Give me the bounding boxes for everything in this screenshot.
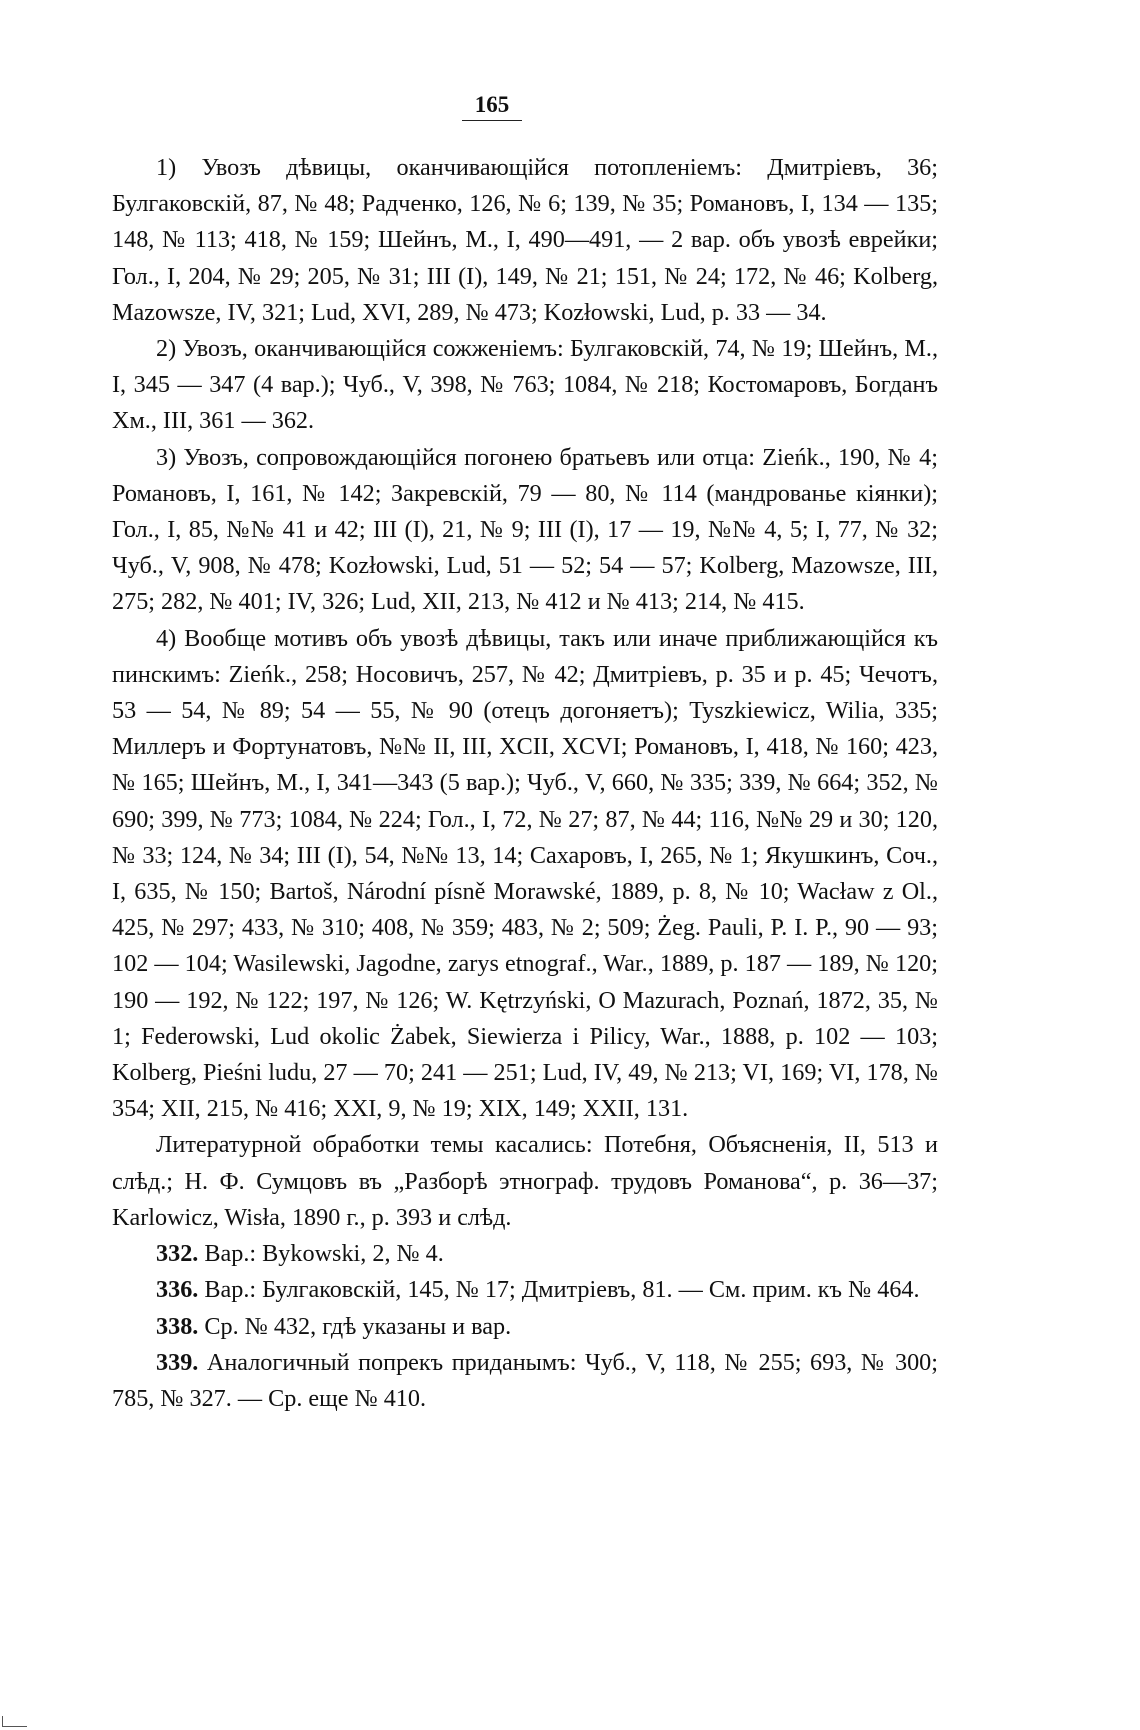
note-332 <box>112 1236 938 1272</box>
paragraph-abduction-motif: 4) Вообще мотивъ объ увозѣ дѣвицы, такъ или иначе приближающійся къ пинскимъ: Zieńk., 258; Носовичъ, 257, № 42; Дмитріевъ, р. 35 и р. 45; Чечотъ, 53 — 54, № 89; 54 — 55, № 90 (отецъ догоняетъ); Tyszkiewicz, Wilia, 335; Миллеръ и Фортунатовъ, №№ II, III, XCII, XCVI; Романовъ, I, 418, № 160; 423, № 165; Шейнъ, М., I, 341—343 (5 вар.); Чуб., V, 660, № 335; 339, № 664; 352, № 690; 399, № 773; 1084, № 224; Гол., I, 72, № 27; 87, № 44; 116, №№ 29 и 30; 120, № 33; 124, № 34; III (I), 54, №№ 13, 14; Сахаровъ, I, 265, № 1; Якушкинъ, Соч., I, 635, № 150; Bartoš, Národní písně Morawské, 1889, p. 8, № 10; Wacław z Ol., 425, № 297; 433, № 310; 408, № 359; 483, № 2; 509; Żeg. Pauli, P. I. P., 90 — 93; 102 — 104; Wasilewski, Jagodne, zarys etnograf., War., 1889, p. 187 — 189, № 120; 190 — 192, № 122; 197, № 126; W. Kętrzyński, O Mazurach, Poznań, 1872, 35, № 1; Federowski, Lud okolic Żabek, Siewierza i Pilicy, War., 1888, p. 102 — 103; Kolberg, Pieśni ludu, 27 — 70; 241 — 251; Lud, IV, 49, № 213; VI, 169; VI, 178, № 354; XII, 215, № 416; XXI, 9, № 19; XIX, 149; XXII, 131. <box>112 624 938 1123</box>
note-number: 332. <box>156 1240 199 1268</box>
note-text: Аналогичный попрекъ приданымъ: Чуб., V, 118, № 255; 693, № 300; 785, № 327. — Ср. еще № 410. <box>112 1348 938 1412</box>
note-number: 339. <box>156 1348 199 1376</box>
note-text: Вар.: Булгаковскій, 145, № 17; Дмитріевъ, 81. — См. прим. къ № 464. <box>198 1276 920 1304</box>
scan-corner-mark <box>2 1716 27 1727</box>
note-339 <box>112 1345 938 1417</box>
paragraph-abduction-burning: 2) Увозъ, оканчивающійся сожженіемъ: Булгаковскій, 74, № 19; Шейнъ, М., I, 345 — 347 (4 вар.); Чуб., V, 398, № 763; 1084, № 218; Костомаровъ, Богданъ Хм., III, 361 — 362. <box>112 335 938 435</box>
note-number: 336. <box>156 1276 199 1304</box>
note-number: 338. <box>156 1312 199 1340</box>
note-336 <box>112 1272 938 1308</box>
page-number: 165 <box>462 92 522 121</box>
note-338 <box>112 1309 938 1345</box>
paragraph-literary-treatment: Литературной обработки темы касались: Потебня, Объясненія, II, 513 и слѣд.; Н. Ф. Сумцовъ въ „Разборѣ этнограф. трудовъ Романова“, р. 36—37; Karlowicz, Wisła, 1890 г., р. 393 и слѣд. <box>112 1131 938 1231</box>
paragraph-abduction-pursuit: 3) Увозъ, сопровождающійся погонею братьевъ или отца: Zieńk., 190, № 4; Романовъ, I, 161, № 142; Закревскій, 79 — 80, № 114 (мандрованье кіянки); Гол., I, 85, №№ 41 и 42; III (I), 21, № 9; III (I), 17 — 19, №№ 4, 5; I, 77, № 32; Чуб., V, 908, № 478; Kozłowski, Lud, 51 — 52; 54 — 57; Kolberg, Mazowsze, III, 275; 282, № 401; IV, 326; Lud, XII, 213, № 412 и № 413; 214, № 415. <box>112 443 938 616</box>
paragraph-abduction-drowning: 1) Увозъ дѣвицы, оканчивающійся потопленіемъ: Дмитріевъ, 36; Булгаковскій, 87, № 48; Радченко, 126, № 6; 139, № 35; Романовъ, I, 134 — 135; 148, № 113; 418, № 159; Шейнъ, М., I, 490—491, — 2 вар. объ увозѣ еврейки; Гол., I, 204, № 29; 205, № 31; III (I), 149, № 21; 151, № 24; 172, № 46; Kolberg, Mazowsze, IV, 321; Lud, XVI, 289, № 473; Kozłowski, Lud, p. 33 — 34. <box>112 154 938 326</box>
note-text: Ср. № 432, гдѣ указаны и вар. <box>198 1312 512 1340</box>
note-text: Вар.: Bykowski, 2, № 4. <box>198 1240 444 1268</box>
text-body <box>112 150 938 1417</box>
